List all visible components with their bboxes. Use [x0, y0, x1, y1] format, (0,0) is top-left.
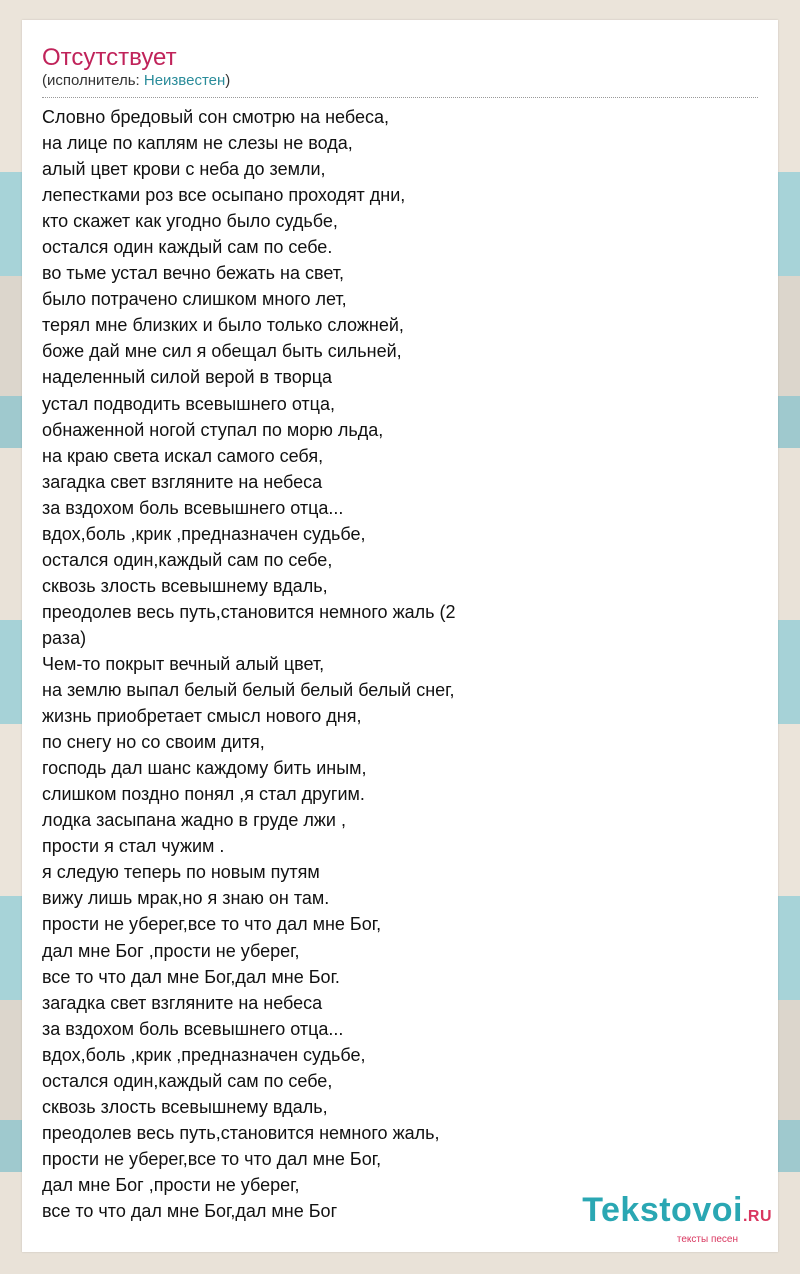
- lyric-line: прости я стал чужим .: [42, 836, 225, 857]
- lyric-line: вижу лишь мрак,но я знаю он там.: [42, 888, 330, 909]
- lyric-line: раза): [42, 627, 87, 648]
- lyric-line: за вздохом боль всевышнего отца...: [42, 497, 344, 518]
- lyric-line: дал мне Бог ,прости не уберег,: [42, 1174, 300, 1195]
- lyric-line: во тьме устал вечно бежать на свет,: [42, 263, 345, 284]
- lyric-line: на землю выпал белый белый белый белый снег,: [42, 680, 455, 701]
- lyric-line: вдох,боль ,крик ,предназначен судьбе,: [42, 1044, 366, 1065]
- lyric-line: слишком поздно понял ,я стал другим.: [42, 784, 365, 805]
- lyric-line: преодолев весь путь,становится немного жаль,: [42, 1122, 440, 1143]
- lyric-line: остался один,каждый сам по себе,: [42, 1070, 333, 1091]
- lyric-line: сквозь злость всевышнему вдаль,: [42, 575, 328, 596]
- lyric-line: алый цвет крови с неба до земли,: [42, 159, 326, 180]
- lyric-line: на краю света искал самого себя,: [42, 445, 324, 466]
- lyric-line: дал мне Бог ,прости не уберег,: [42, 940, 300, 961]
- lyric-line: загадка свет взгляните на небеса: [42, 992, 323, 1013]
- logo-tld: .RU: [742, 1208, 772, 1225]
- lyric-line: вдох,боль ,крик ,предназначен судьбе,: [42, 523, 366, 544]
- lyric-line: все то что дал мне Бог,дал мне Бог: [42, 1200, 338, 1221]
- lyric-line: сквозь злость всевышнему вдаль,: [42, 1096, 328, 1117]
- lyric-line: боже дай мне сил я обещал быть сильней,: [42, 341, 402, 362]
- lyrics-card: [22, 20, 778, 1252]
- lyric-line: жизнь приобретает смысл нового дня,: [42, 706, 362, 727]
- lyric-line: прости не уберег,все то что дал мне Бог,: [42, 1148, 382, 1169]
- lyric-line: устал подводить всевышнего отца,: [42, 393, 336, 414]
- lyric-line: остался один каждый сам по себе.: [42, 237, 333, 258]
- title-divider: [42, 97, 758, 98]
- artist-suffix: ): [225, 72, 231, 89]
- lyric-line: я следую теперь по новым путям: [42, 862, 320, 883]
- lyric-line: обнаженной ногой ступал по морю льда,: [42, 419, 384, 440]
- lyric-line: наделенный силой верой в творца: [42, 367, 333, 388]
- lyric-line: господь дал шанс каждому бить иным,: [42, 758, 367, 779]
- lyric-line: преодолев весь путь,становится немного жаль (2: [42, 601, 456, 622]
- lyric-line: за вздохом боль всевышнего отца...: [42, 1018, 344, 1039]
- lyric-line: Чем-то покрыт вечный алый цвет,: [42, 653, 325, 674]
- lyric-line: по снегу но со своим дитя,: [42, 732, 265, 753]
- artist-line: [42, 72, 230, 89]
- artist-link[interactable]: Неизвестен: [143, 72, 226, 89]
- lyrics-text: [42, 104, 758, 1224]
- artist-prefix: (исполнитель:: [42, 72, 144, 89]
- lyric-line: на лице по каплям не слезы не вода,: [42, 133, 353, 154]
- lyric-line: все то что дал мне Бог,дал мне Бог.: [42, 966, 340, 987]
- lyric-line: остался один,каждый сам по себе,: [42, 549, 333, 570]
- lyric-line: кто скажет как угодно было судьбе,: [42, 211, 338, 232]
- lyric-line: было потрачено слишком много лет,: [42, 289, 347, 310]
- logo-tagline: тексты песен: [676, 1234, 738, 1245]
- song-title: Отсутствует: [42, 44, 177, 71]
- site-logo[interactable]: [582, 1193, 772, 1246]
- lyric-line: загадка свет взгляните на небеса: [42, 471, 323, 492]
- lyric-line: лепестками роз все осыпано проходят дни,: [42, 185, 406, 206]
- lyric-line: Словно бредовый сон смотрю на небеса,: [42, 107, 389, 127]
- lyric-line: терял мне близких и было только сложней,: [42, 315, 404, 336]
- lyric-line: прости не уберег,все то что дал мне Бог,: [42, 914, 382, 935]
- logo-name: Tekstovoi: [582, 1191, 743, 1229]
- lyric-line: лодка засыпана жадно в груде лжи ,: [42, 810, 346, 831]
